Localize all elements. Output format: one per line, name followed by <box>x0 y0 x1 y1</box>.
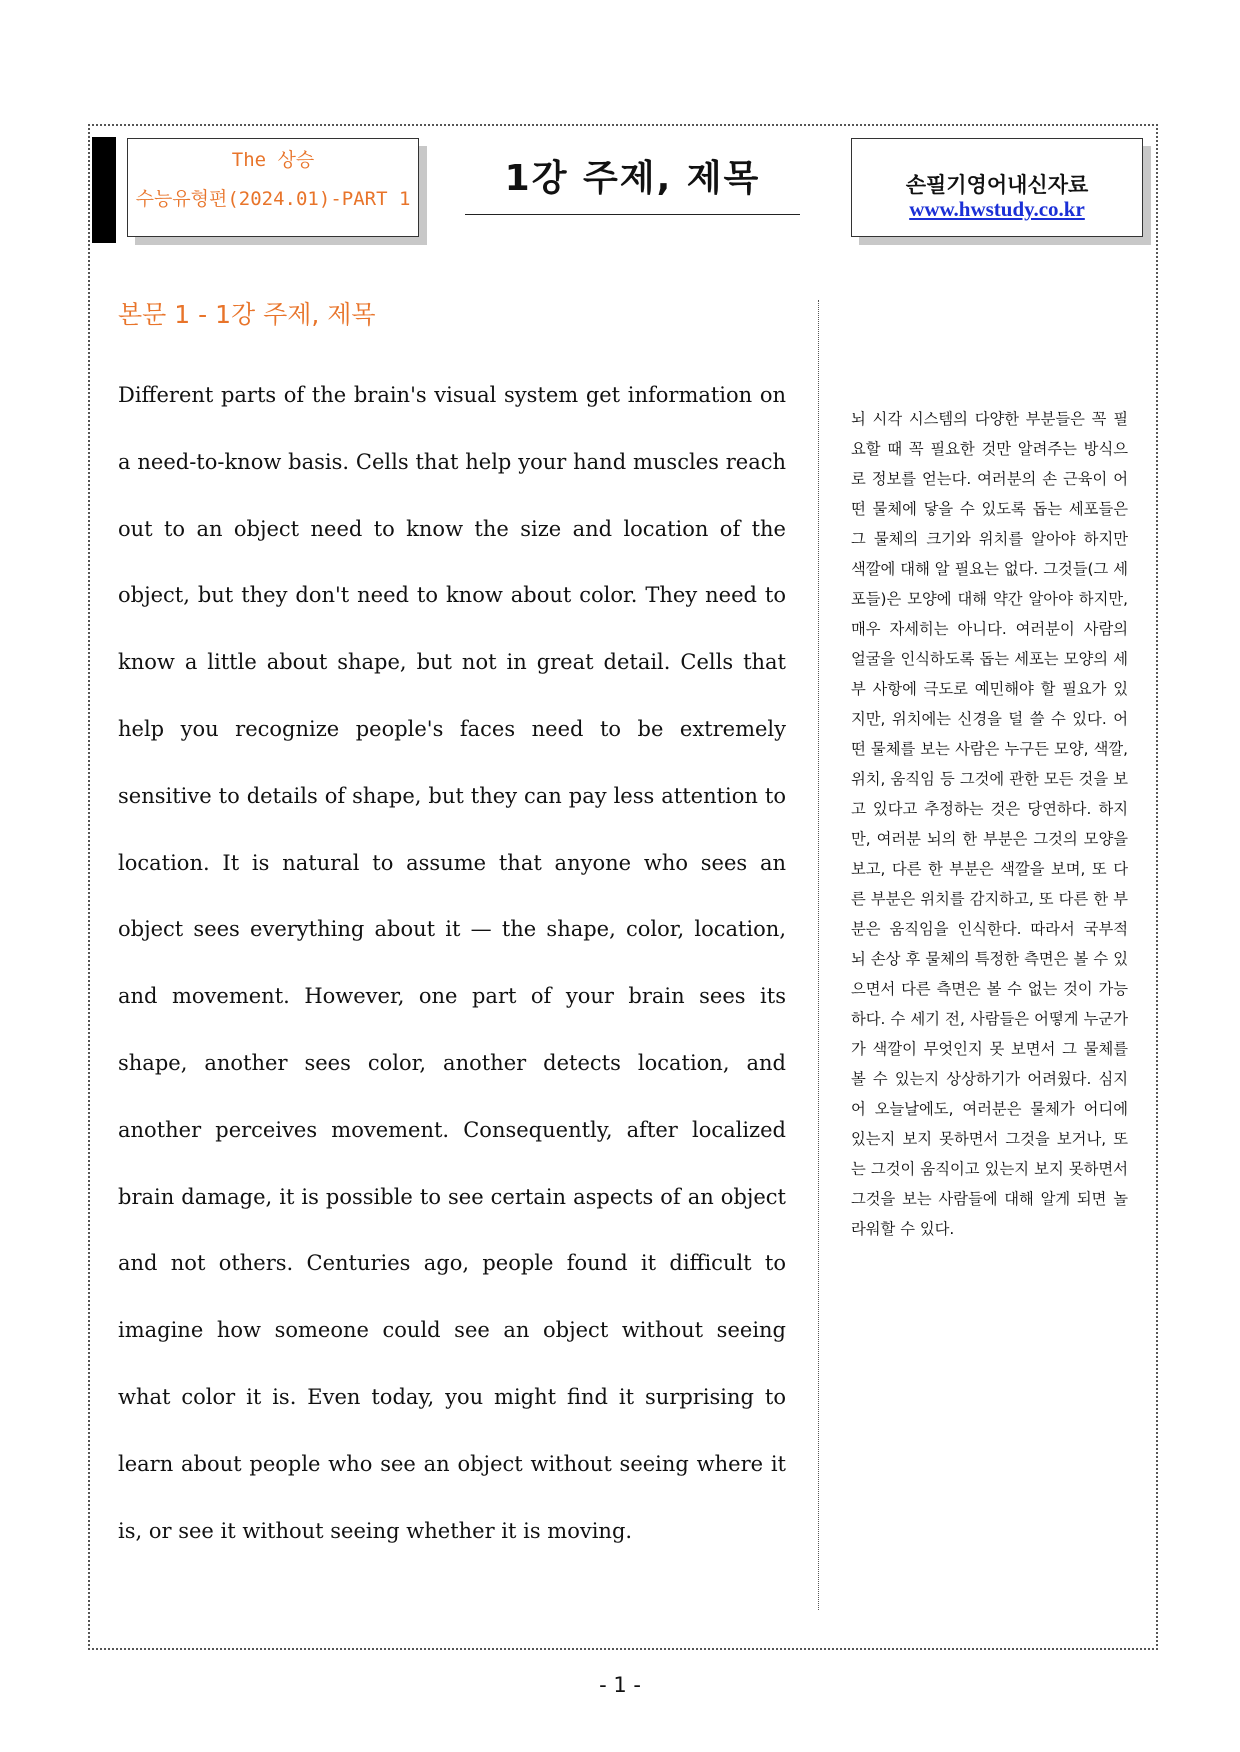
brand-name: 손필기영어내신자료 <box>905 173 1089 197</box>
brand-url-link[interactable]: www.hwstudy.co.kr <box>909 197 1085 221</box>
title-underline <box>465 214 800 215</box>
series-label-line2: 수능유형편(2024.01)-PART 1 <box>135 188 411 210</box>
brand-box <box>851 138 1143 237</box>
column-divider <box>818 300 819 1610</box>
page-number: - 1 - <box>599 1673 641 1697</box>
series-label-box <box>127 138 419 237</box>
section-heading: 본문 1 - 1강 주제, 제목 <box>118 300 376 329</box>
series-label-line1: The 상승 <box>231 149 315 171</box>
page-title: 1강 주제, 제목 <box>504 158 761 199</box>
korean-translation: 뇌 시각 시스템의 다양한 부분들은 꼭 필요할 때 꼭 필요한 것만 알려주는 방식으로 정보를 얻는다. 여러분의 손 근육이 어떤 물체에 닿을 수 있도록 돕는 세포들은 그 물체의 크기와 위치를 알아야 하지만 색깔에 대해 알 필요는 없다. 그것들(그 세포들)은 모양에 대해 약간 알아야 하지만, 매우 자세히는 아니다. 여러분이 사람의 얼굴을 인식하도록 돕는 세포는 모양의 세부 사항에 극도로 예민해야 할 필요가 있지만, 위치에는 신경을 덜 쓸 수 있다. 어떤 물체를 보는 사람은 누구든 모양, 색깔, 위치, 움직임 등 그것에 관한 모든 것을 보고 있다고 추정하는 것은 당연하다. 하지만, 여러분 뇌의 한 부분은 그것의 모양을 보고, 다른 한 부분은 색깔을 보며, 또 다른 부분은 위치를 감지하고, 또 다른 한 부분은 움직임을 인식한다. 따라서 국부적 뇌 손상 후 물체의 특정한 측면은 볼 수 있으면서 다른 측면은 볼 수 없는 것이 가능하다. 수 세기 전, 사람들은 어떻게 누군가가 색깔이 무엇인지 못 보면서 그 물체를 볼 수 있는지 상상하기가 어려웠다. 심지어 오늘날에도, 여러분은 물체가 어디에 있는지 보지 못하면서 그것을 보거나, 또는 그것이 움직이고 있는지 보지 못하면서 그것을 보는 사람들에 대해 알게 되면 놀라워할 수 있다. <box>851 410 1128 1238</box>
header-black-bar <box>92 137 116 243</box>
english-passage: Different parts of the brain's visual system get information on a need-to-know basis. Cells that help your hand muscles reach out to an object need to know the size and location of the object, but they don't need to know about color. They need to know a little about shape, but not in great detail. Cells that help you recognize people's faces need to be extremely sensitive to details of shape, but they can pay less attention to location. It is natural to assume that anyone who sees an object sees everything about it — the shape, color, location, and movement. However, one part of your brain sees its shape, another sees color, another detects location, and another perceives movement. Consequently, after localized brain damage, it is possible to see certain aspects of an object and not others. Centuries ago, people found it difficult to imagine how someone could see an object without seeing what color it is. Even today, you might find it surprising to learn about people who see an object without seeing where it is, or see it without seeing whether it is moving. <box>118 383 786 1543</box>
